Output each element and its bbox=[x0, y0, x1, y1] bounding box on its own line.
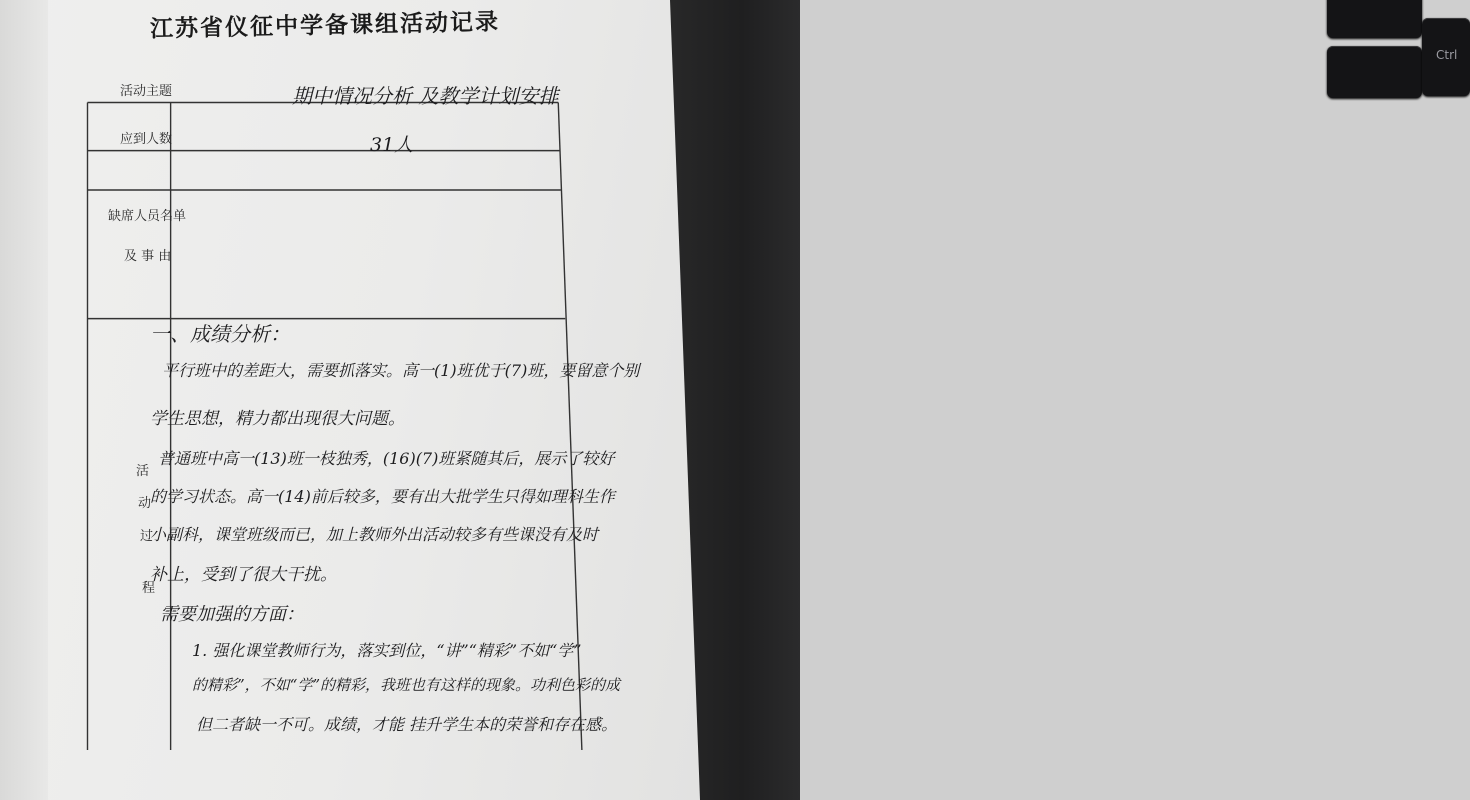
process-label-char: 程 bbox=[142, 581, 156, 596]
topic-value: 期中情况分析 及教学计划安排 bbox=[292, 84, 559, 108]
absent-label-line2: 及 事 由 bbox=[124, 249, 172, 264]
keyboard-key bbox=[1327, 46, 1422, 98]
topic-label: 活动主题 bbox=[120, 84, 173, 99]
process-line: 一、成绩分析： bbox=[150, 322, 290, 346]
process-label-char: 活 bbox=[136, 464, 150, 479]
process-line: 平行班中的差距大，需要抓落实。高一(1)班优于(7)班，要留意个别 bbox=[162, 361, 640, 380]
keyboard-key bbox=[1327, 0, 1422, 38]
expected-value: 31人 bbox=[370, 134, 414, 156]
process-line: 补上，受到了很大干扰。 bbox=[150, 565, 337, 585]
process-line: 的精彩”，不如“学”的精彩，我班也有这样的现象。功利色彩的成 bbox=[192, 676, 621, 694]
process-line: 学生思想，精力都出现很大问题。 bbox=[150, 409, 405, 429]
process-line: 1. 强化课堂教师行为，落实到位，“讲”“精彩”不如“学” bbox=[192, 641, 582, 660]
expected-label: 应到人数 bbox=[120, 132, 173, 147]
process-label-char: 过 bbox=[140, 529, 154, 544]
process-line: 小副科，课堂班级而已，加上教师外出活动较多有些课没有及时 bbox=[150, 525, 599, 544]
form-title: 江苏省仪征中学备课组活动记录 bbox=[149, 8, 501, 43]
process-line: 普通班中高一(13)班一枝独秀，(16)(7)班紧随其后，展示了较好 bbox=[158, 449, 615, 468]
process-line: 但二者缺一不可。成绩，才能 挂升学生本的荣誉和存在感。 bbox=[196, 715, 618, 734]
ctrl-key bbox=[1422, 18, 1470, 96]
process-line: 需要加强的方面： bbox=[160, 604, 304, 625]
process-label-char: 动 bbox=[138, 496, 152, 511]
ctrl-key-label: Ctrl bbox=[1436, 48, 1458, 62]
process-line: 的学习状态。高一(14)前后较多，要有出大批学生只得如理科生作 bbox=[150, 487, 615, 506]
absent-label-line1: 缺席人员名单 bbox=[108, 209, 187, 224]
